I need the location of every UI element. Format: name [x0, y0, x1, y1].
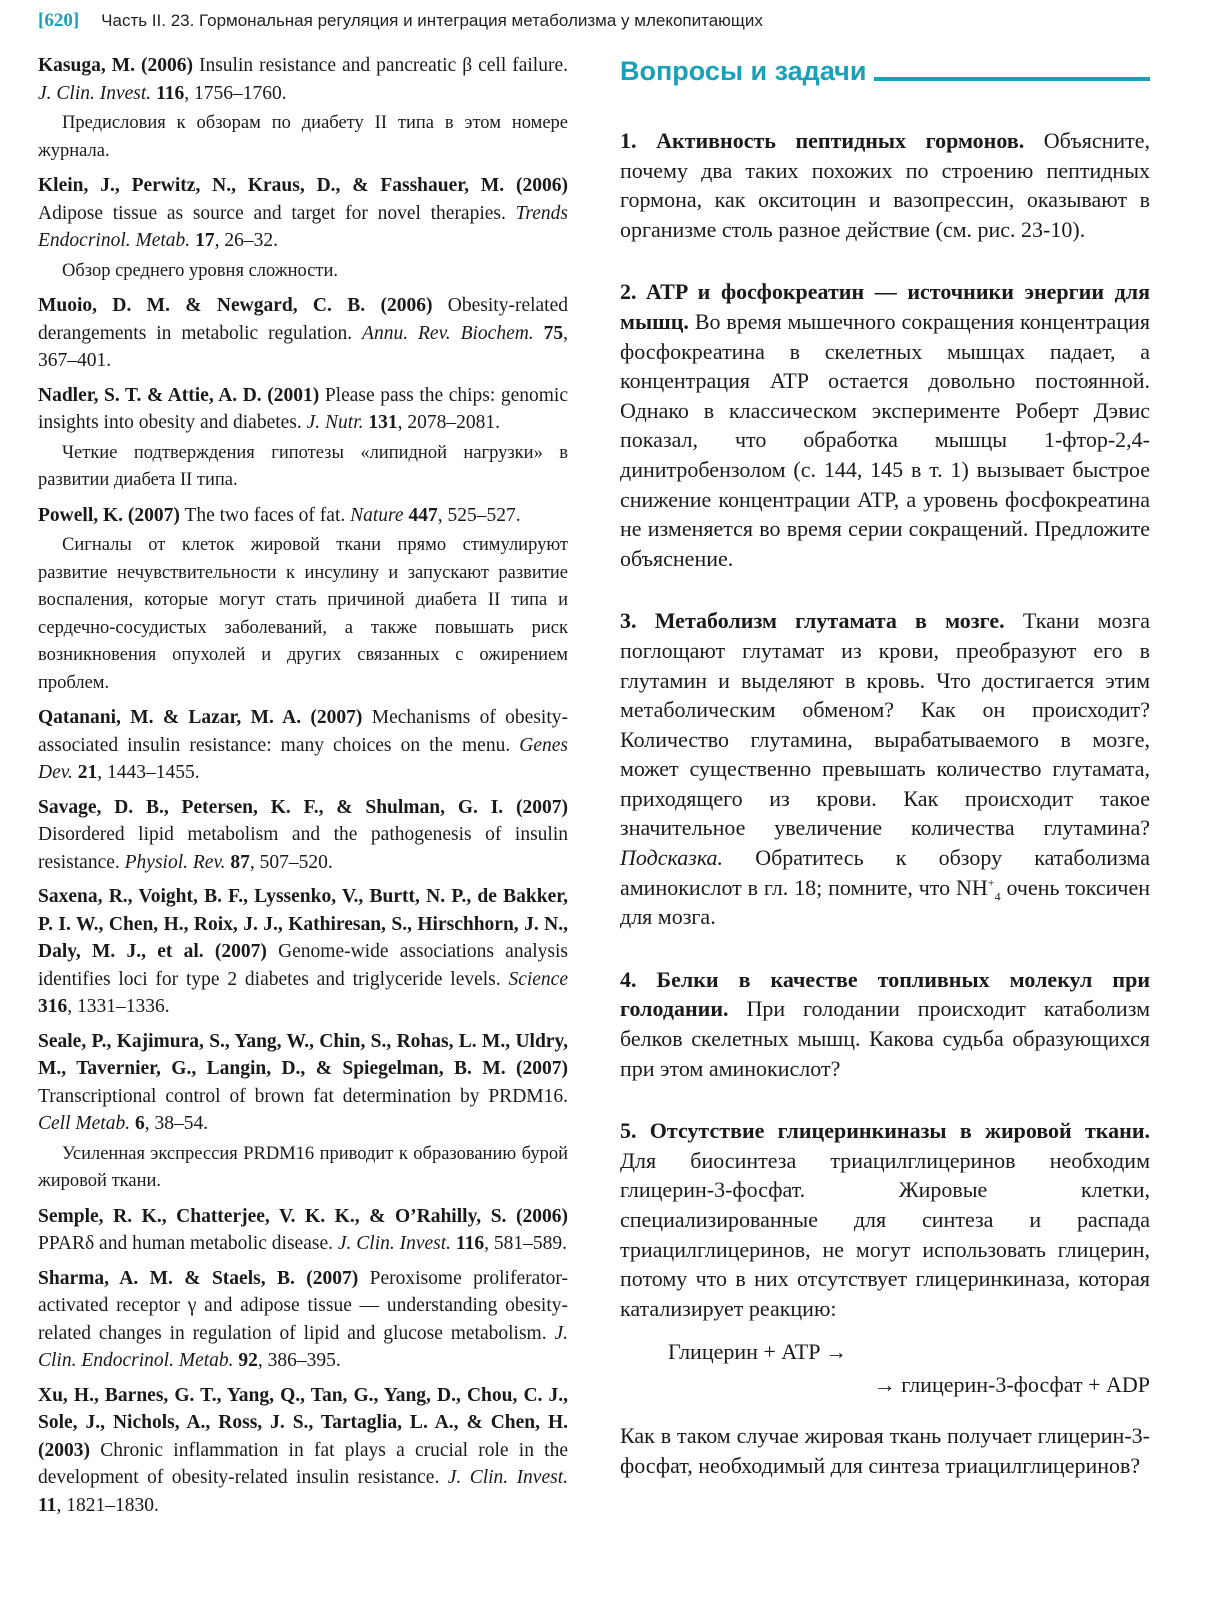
- reference-year: (2006): [516, 1205, 568, 1227]
- running-header: [38, 4, 1188, 38]
- reference-authors: Xu, H., Barnes, G. T., Yang, Q., Tan, G., Yang, D., Chou, C. J., Sole, J., Nichols, A., Ross, J. S., Tartaglia, L. A., & Chen, H.: [38, 1384, 568, 1433]
- reference-authors: Powell, K.: [38, 504, 124, 526]
- reference-title: Chronic inflammation in fat plays a crucial role in the development of obesity-related insulin resistance.: [38, 1439, 569, 1488]
- reference-journal: Nature: [350, 504, 404, 526]
- reference-title: Insulin resistance and pancreatic β cell failure.: [198, 55, 568, 76]
- question-text: Для биосинтеза триацилглицеринов необходим глицерин-3-фосфат. Жировые клетки, специализированные для синтеза и распада триацилглицеринов, не могут использовать глицерин, потому что в них отсутствует глицеринкиназа, которая катализирует реакцию:: [620, 1147, 1150, 1321]
- reference-annotation: Четкие подтверждения гипотезы «липидной нагрузки» в развитии диабета II типа.: [38, 442, 568, 490]
- reference-pages: , 26–32.: [214, 230, 278, 251]
- reference-volume: 75: [543, 322, 564, 344]
- reference-volume: 11: [38, 1494, 57, 1516]
- reference-year: (2007): [516, 1058, 569, 1079]
- reference-authors: Sharma, A. M. & Staels, B.: [38, 1267, 295, 1289]
- question-heading: 2. ATP и фосфокреатин — источники энергии для мышц.: [620, 279, 1150, 334]
- reference-year: (2007): [214, 941, 267, 962]
- page-number: [620]: [38, 10, 80, 31]
- question-text: Как в таком случае жировая ткань получает глицерин-3-фосфат, необходимый для синтеза триацилглицеринов?: [620, 1423, 1150, 1478]
- reference-year: (2006): [140, 55, 193, 76]
- reference-journal: Science: [508, 968, 568, 990]
- reference-title: Please pass the chips: genomic insights into obesity and diabetes.: [38, 384, 568, 433]
- reference-volume: 6: [134, 1113, 145, 1134]
- reference-title: Obesity-related derangements in metabolic regulation.: [38, 295, 568, 344]
- reference-journal: J. Clin. Invest.: [337, 1233, 452, 1254]
- reference-title: Peroxisome proliferator-activated receptor γ and adipose tissue — understanding obesity-related changes in regulation of lipid and glucose metabolism.: [38, 1267, 569, 1344]
- reference-pages: , 1821–1830.: [56, 1494, 159, 1516]
- running-title: Часть II. 23. Гормональная регуляция и интеграция метаболизма у млекопитающих: [101, 11, 763, 30]
- reference-authors: Muoio, D. M. & Newgard, C. B.: [38, 295, 366, 316]
- reference-authors: Qatanani, M. & Lazar, M. A.: [38, 707, 302, 728]
- reference-title: PPARδ and human metabolic disease.: [38, 1233, 333, 1254]
- reference-entry: [38, 794, 568, 877]
- question-text: Объясните, почему два таких похожих по строению пептидных гормона, как окситоцин и вазопрессин, оказывают в организме столь разное действие (см. рис. 23-10).: [620, 128, 1151, 242]
- reference-journal: Cell Metab.: [38, 1113, 131, 1134]
- reference-volume: 21: [77, 762, 98, 783]
- reference-year: (2007): [306, 1267, 359, 1289]
- reference-journal: Annu. Rev. Biochem.: [362, 322, 534, 344]
- reference-year: (2007): [516, 796, 568, 818]
- reference-authors: Semple, R. K., Chatterjee, V. K. K., & O’Rahilly, S.: [38, 1205, 507, 1227]
- question-3: [620, 606, 1150, 932]
- hint-text: Обратитесь к обзору катаболизма аминокислот в гл. 18; помните, что NH: [620, 845, 1150, 900]
- reference-entry: [38, 382, 568, 437]
- ion-subscript: 4: [994, 889, 1001, 904]
- reference-annotation: Предисловия к обзорам по диабету II типа в этом номере журнала.: [38, 113, 568, 161]
- reference-journal: J. Nutr.: [306, 412, 364, 433]
- references-column: [38, 52, 568, 1526]
- reference-entry: [38, 1203, 568, 1258]
- questions-column: [620, 52, 1150, 1514]
- question-heading: 3. Метаболизм глутамата в мозге.: [620, 608, 1005, 634]
- reference-year: (2001): [267, 384, 320, 406]
- reference-title: Mechanisms of obesity-associated insulin resistance: many choices on the menu.: [38, 707, 569, 756]
- hint-label: Подсказка.: [620, 845, 724, 871]
- reference-entry: [38, 1265, 568, 1375]
- reference-title: Disordered lipid metabolism and the pathogenesis of insulin resistance.: [38, 824, 568, 873]
- reference-entry: [38, 52, 568, 107]
- reference-volume: 131: [368, 412, 398, 433]
- reference-year: (2006): [380, 295, 433, 316]
- reference-pages: , 1331–1336.: [67, 996, 170, 1017]
- reference-journal: J. Clin. Invest.: [38, 82, 152, 104]
- reference-entry: [38, 1382, 568, 1520]
- question-text: Ткани мозга поглощают глутамат из крови, преобразуют его в глутамин и выделяют в кровь. Что достигается этим метаболическим обменом? Как он происходит? Количество глутамина, вырабатываемого в мозге, может существенно превышать количество глутамата, приходящего из крови. Как происходит такое значительное увеличение количества глутамина?: [620, 608, 1150, 841]
- reference-year: (2003): [38, 1439, 90, 1461]
- reference-authors: Klein, J., Perwitz, N., Kraus, D., & Fasshauer, M.: [38, 175, 505, 196]
- reference-pages: , 1443–1455.: [97, 762, 200, 783]
- question-heading: 5. Отсутствие глицеринкиназы в жировой ткани.: [620, 1118, 1150, 1144]
- reference-journal: J. Clin. Invest.: [447, 1467, 569, 1488]
- reference-volume: 116: [156, 82, 185, 104]
- reference-entry: [38, 292, 568, 375]
- reference-annotation: Усиленная экспрессия PRDM16 приводит к образованию бурой жировой ткани.: [38, 1143, 568, 1191]
- section-title: [620, 52, 1150, 92]
- reference-year: (2006): [516, 175, 569, 196]
- question-5: [620, 1116, 1150, 1323]
- question-2: [620, 277, 1150, 573]
- reference-authors: Seale, P., Kajimura, S., Yang, W., Chin, S., Rohas, L. M., Uldry, M., Tavernier, G., Langin, D., & Spiegelman, B. M.: [38, 1030, 568, 1079]
- reference-authors: Saxena, R., Voight, B. F., Lyssenko, V., Burtt, N. P., de Bakker, P. I. W., Chen, H., Roix, J. J., Kathiresan, S., Hirschhorn, J. N., Daly, M. J., et al.: [38, 886, 568, 962]
- reference-title: Adipose tissue as source and target for novel therapies.: [38, 202, 506, 224]
- reference-journal: Physiol. Rev.: [124, 851, 226, 873]
- reference-entry: [38, 1028, 568, 1138]
- reference-entry: [38, 883, 568, 1021]
- reference-pages: , 1756–1760.: [184, 82, 287, 104]
- reference-journal: Trends Endocrinol. Metab.: [38, 202, 569, 251]
- section-title-rule: [874, 77, 1150, 81]
- reference-authors: Nadler, S. T. & Attie, A. D.: [38, 384, 262, 406]
- reference-pages: , 525–527.: [437, 504, 521, 526]
- reference-pages: , 2078–2081.: [397, 412, 501, 433]
- reference-entry: [38, 704, 568, 787]
- ion-charge: +: [987, 875, 995, 890]
- section-title-text: Вопросы и задачи: [620, 56, 867, 87]
- question-1: [620, 126, 1150, 244]
- reference-volume: 92: [238, 1350, 258, 1371]
- reference-volume: 316: [38, 996, 68, 1017]
- question-text: Во время мышечного сокращения концентрация фосфокреатина в скелетных мышцах падает, а концентрация ATP остается довольно постоянной. Однако в классическом эксперименте Роберт Дэвис показал, что обработка мышцы 1-фтор-2,4-динитробензолом (с. 144, 145 в т. 1) вызывает быстрое снижение концентрации ATP, а уровень фосфокреатина не изменяется во время серии сокращений. Предложите объяснение.: [620, 308, 1150, 571]
- reference-entry: [38, 502, 568, 530]
- reference-title: Transcriptional control of brown fat determination by PRDM16.: [38, 1085, 568, 1107]
- hint-tail: очень токсичен для мозга.: [620, 874, 1151, 930]
- reference-journal: Genes Dev.: [38, 734, 568, 783]
- reference-pages: , 367–401.: [38, 322, 568, 371]
- reference-year: (2007): [310, 707, 363, 728]
- reference-authors: Savage, D. B., Petersen, K. F., & Shulman, G. I.: [38, 796, 504, 818]
- question-text: При голодании происходит катаболизм белков скелетных мышц. Какова судьба образующихся при этом аминокислот?: [620, 996, 1150, 1081]
- reference-journal: J. Clin. Endocrinol. Metab.: [38, 1322, 569, 1371]
- reaction-equation: [620, 1335, 1150, 1401]
- reference-title: Genome-wide associations analysis identifies loci for type 2 diabetes and triglyceride levels.: [38, 941, 569, 990]
- reference-volume: 116: [455, 1233, 485, 1254]
- reference-annotation: Сигналы от клеток жировой ткани прямо стимулируют развитие нечувствительности к инсулину и запускают развитие воспаления, которые могут стать причиной диабета II типа и сердечно-сосудистых заболеваний, а также повышать риск возникновения опухолей и других связанных с ожирением проблем.: [38, 535, 568, 693]
- question-5-continued: [620, 1421, 1150, 1480]
- equation-line-2: → глицерин-3-фосфат + ADP: [873, 1372, 1150, 1398]
- reference-entry: [38, 172, 568, 255]
- reference-volume: 447: [408, 504, 438, 526]
- reference-volume: 17: [195, 230, 215, 251]
- equation-line-1: Глицерин + ATP →: [668, 1339, 848, 1365]
- reference-pages: , 581–589.: [484, 1233, 567, 1254]
- reference-title: The two faces of fat.: [184, 504, 346, 526]
- reference-authors: Kasuga, M.: [38, 55, 135, 76]
- question-heading: 1. Активность пептидных гормонов.: [620, 128, 1025, 153]
- reference-annotation: Обзор среднего уровня сложности.: [62, 260, 339, 281]
- reference-pages: , 38–54.: [144, 1113, 209, 1134]
- reference-year: (2007): [127, 504, 180, 526]
- reference-volume: 87: [230, 851, 250, 873]
- reference-pages: , 507–520.: [249, 851, 333, 873]
- question-heading: 4. Белки в качестве топливных молекул при голодании.: [620, 966, 1150, 1022]
- question-4: [620, 965, 1150, 1083]
- reference-pages: , 386–395.: [257, 1350, 341, 1371]
